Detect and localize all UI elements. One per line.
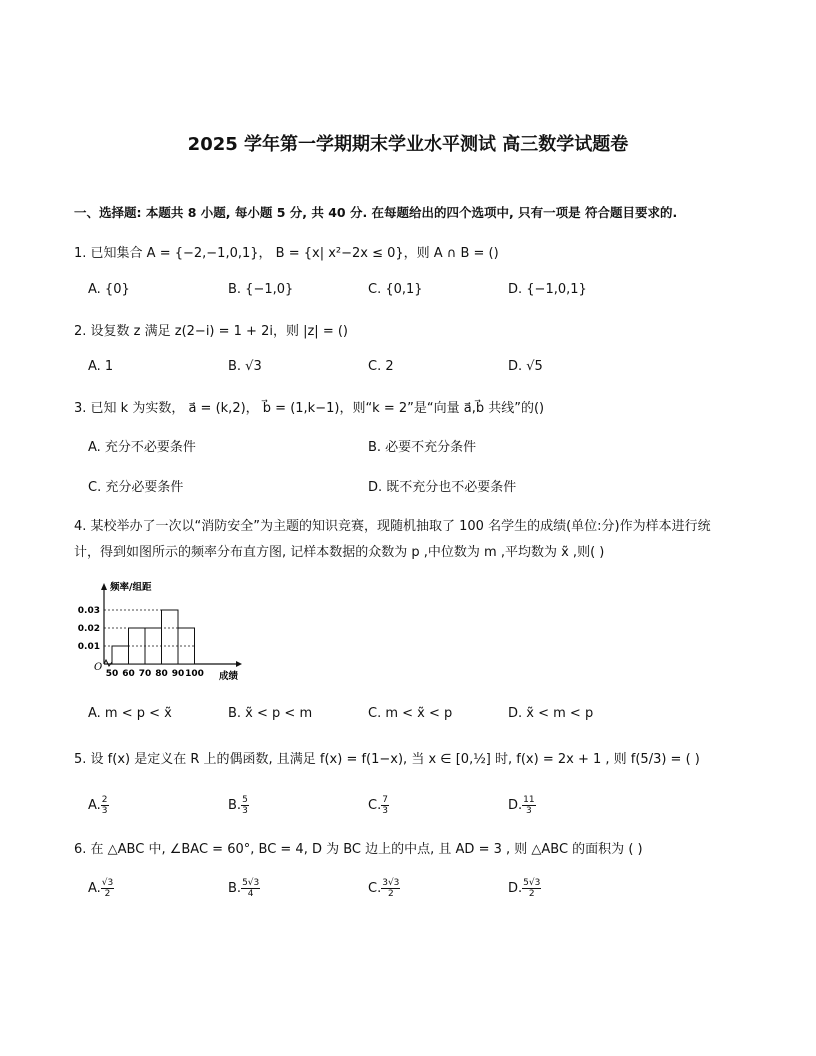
denominator: 2 <box>387 889 394 899</box>
question-6-option-c <box>368 878 400 899</box>
question-2-option-d: D. √5 <box>508 359 543 374</box>
numerator: 5 <box>242 795 248 805</box>
histogram-bar <box>112 646 129 664</box>
question-5-option-a <box>88 795 109 816</box>
question-5-option-c <box>368 795 389 816</box>
question-5-option-d <box>508 795 536 816</box>
fraction <box>101 878 114 899</box>
question-4-option-c: C. m < x̃ < p <box>368 706 453 721</box>
x-tick-label: 100 <box>185 669 204 679</box>
question-1-option-c: C. {0,1} <box>368 282 423 297</box>
frequency-histogram <box>76 578 266 688</box>
denominator: 3 <box>382 806 388 816</box>
y-tick-label: 0.02 <box>77 624 100 634</box>
question-6-option-d <box>508 878 541 899</box>
numerator: 5√3 <box>523 878 541 888</box>
question-3-option-c: C. 充分必要条件 <box>88 480 184 495</box>
y-axis-label: 频率/组距 <box>110 582 152 593</box>
question-2-option-c: C. 2 <box>368 359 394 374</box>
numerator: √3 <box>101 878 114 888</box>
y-tick-label: 0.01 <box>77 642 100 652</box>
denominator: 2 <box>104 889 111 899</box>
question-4-option-b: B. x̃ < p < m <box>228 706 313 721</box>
question-3-option-a: A. 充分不必要条件 <box>88 440 196 455</box>
question-4-option-a: A. m < p < x̃ <box>88 706 172 721</box>
question-4-stem-line-1: 4. 某校举办了一次以“消防安全”为主题的知识竞赛，现随机抽取了 100 名学生的成绩(单位:分)作为样本进行统 <box>74 519 711 534</box>
question-6-option-a <box>88 878 114 899</box>
x-axis-arrow <box>236 661 242 667</box>
axis-break <box>104 660 112 666</box>
y-tick-label: 0.03 <box>77 606 100 616</box>
question-1-option-b: B. {−1,0} <box>228 282 294 297</box>
option-letter: B. <box>228 881 242 896</box>
x-tick-label: 90 <box>171 669 185 679</box>
x-tick-label: 50 <box>105 669 119 679</box>
option-letter: A. <box>88 798 101 813</box>
fraction <box>241 795 249 816</box>
x-tick-label: 70 <box>138 669 152 679</box>
question-5-option-b <box>228 795 249 816</box>
question-2-stem: 2. 设复数 z 满足 z(2−i) = 1 + 2i，则 |z| = () <box>74 324 348 339</box>
question-5-stem: 5. 设 f(x) 是定义在 R 上的偶函数, 且满足 f(x) = f(1−x), 当 x ∈ [0,½] 时, f(x) = 2x + 1 , 则 f(5/3) = ( ) <box>74 752 700 767</box>
numerator: 2 <box>101 795 108 805</box>
question-4-option-d: D. x̃ < m < p <box>508 706 594 721</box>
numerator: 3√3 <box>382 878 400 888</box>
x-axis-label: 成绩 <box>219 671 239 682</box>
x-tick-label: 80 <box>155 669 168 679</box>
numerator: 11 <box>523 795 535 805</box>
fraction <box>522 878 541 899</box>
question-1-option-d: D. {−1,0,1} <box>508 282 587 297</box>
question-6-option-b <box>228 878 260 899</box>
denominator: 3 <box>526 806 532 816</box>
option-letter: C. <box>368 798 382 813</box>
fraction <box>101 795 109 816</box>
fraction <box>381 878 400 899</box>
question-3-option-d: D. 既不充分也不必要条件 <box>368 480 517 495</box>
numerator: 7 <box>382 795 388 805</box>
denominator: 3 <box>101 806 108 816</box>
option-letter: A. <box>88 881 101 896</box>
option-letter: D. <box>508 881 523 896</box>
question-2-option-b: B. √3 <box>228 359 262 374</box>
question-3-option-b: B. 必要不充分条件 <box>368 440 477 455</box>
question-4-stem-line-2: 计，得到如图所示的频率分布直方图, 记样本数据的众数为 p ,中位数为 m ,平均数为 x̃ ,则( ) <box>74 545 605 560</box>
histogram-bar <box>162 610 179 664</box>
question-1-stem: 1. 已知集合 A = {−2,−1,0,1}， B = {x| x²−2x ≤ 0}，则 A ∩ B = () <box>74 246 499 261</box>
option-letter: C. <box>368 881 382 896</box>
numerator: 5√3 <box>242 878 260 888</box>
fraction <box>381 795 389 816</box>
option-letter: D. <box>508 798 523 813</box>
denominator: 4 <box>247 889 254 899</box>
question-3-stem: 3. 已知 k 为实数， a⃗ = (k,2)， b⃗ = (1,k−1)，则“k = 2”是“向量 a⃗,b⃗ 共线”的() <box>74 401 545 416</box>
denominator: 3 <box>242 806 248 816</box>
fraction <box>522 795 535 816</box>
question-2-option-a: A. 1 <box>88 359 114 374</box>
fraction <box>241 878 260 899</box>
y-axis-arrow <box>101 583 107 590</box>
denominator: 2 <box>528 889 535 899</box>
question-6-stem: 6. 在 △ABC 中, ∠BAC = 60°, BC = 4, D 为 BC 边上的中点, 且 AD = 3 , 则 △ABC 的面积为 ( ) <box>74 842 643 857</box>
question-1-option-a: A. {0} <box>88 282 130 297</box>
origin-label: O <box>94 662 103 673</box>
x-tick-label: 60 <box>122 669 135 679</box>
page-title: 2025 学年第一学期期末学业水平测试 高三数学试题卷 <box>187 134 629 155</box>
option-letter: B. <box>228 798 242 813</box>
section-heading: 一、选择题: 本题共 8 小题, 每小题 5 分, 共 40 分. 在每题给出的四个选项中, 只有一项是 符合题目要求的. <box>74 205 678 220</box>
